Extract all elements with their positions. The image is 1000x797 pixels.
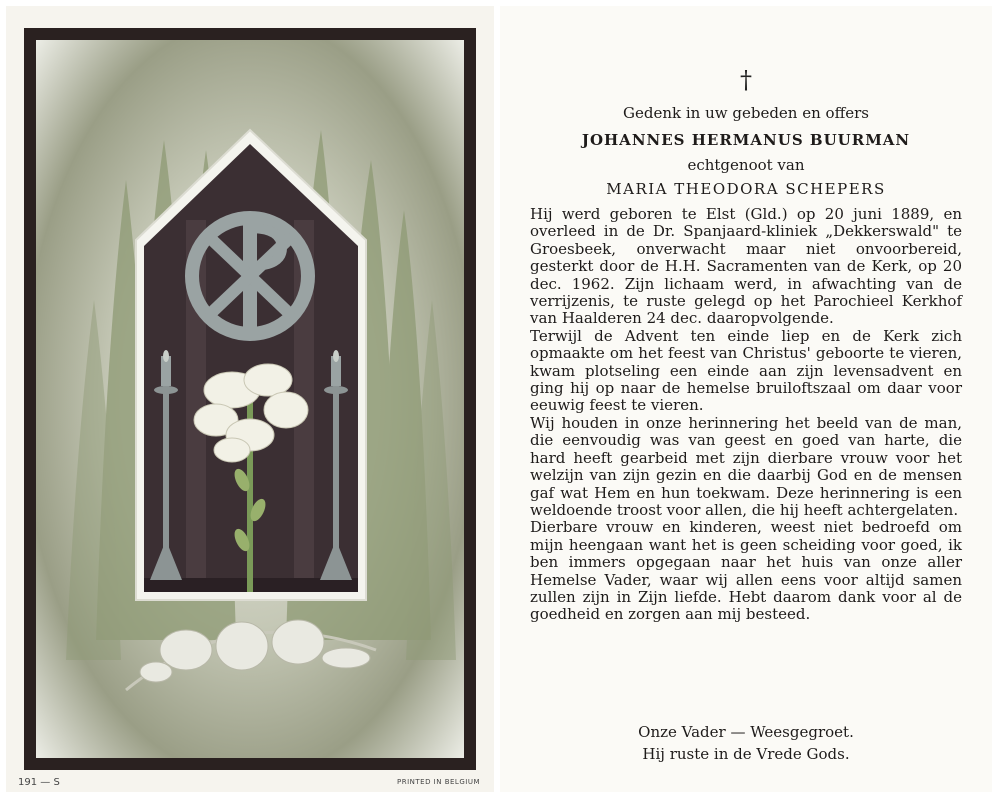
spouse-name: MARIA THEODORA SCHEPERS	[606, 180, 886, 198]
prayer-line: Onze Vader — Weesgegroet.	[638, 723, 854, 741]
holy-card-front	[6, 6, 494, 792]
spouse-intro: echtgenoot van	[687, 156, 805, 174]
printed-in-label: PRINTED IN BELGIUM	[396, 778, 480, 786]
cross-icon: †	[740, 66, 752, 94]
black-mourning-border	[24, 28, 476, 770]
chi-rho-lily-illustration	[36, 40, 464, 758]
deceased-name: JOHANNES HERMANUS BUURMAN	[581, 131, 911, 149]
devotional-image-panel	[36, 40, 464, 758]
rest-in-peace-line: Hij ruste in de Vrede Gods.	[642, 745, 850, 763]
paragraph-biography: Hij werd geboren te Elst (Gld.) op 20 juni 1889, en overleed in de Dr. Spanjaard-kliniek „Dekkerswald" te Groesbeek, onverwacht maar niet onvoorbereid, gesterkt door de H.H. Sacramenten van de Kerk, op 20 dec. 1962. Zijn lichaam werd, in afwachting van de verrijzenis, te ruste gelegd op het Parochieel Kerkhof van Haalderen 24 dec. daaropvolgende.	[530, 205, 962, 328]
holy-card-back	[500, 6, 992, 792]
paragraph-advent: Terwijl de Advent ten einde liep en de Kerk zich opmaakte om het feest van Christus' geboorte te vieren, kwam plotseling een einde aan zijn levensadvent en ging hij op naar de hemelse bruiloftszaal om daar voor eeuwig feest te vieren.	[530, 326, 962, 415]
card-number-label: 191 — S	[18, 777, 60, 788]
paragraph-remembrance: Wij houden in onze herinnering het beeld van de man, die eenvoudig was van geest en goed van harte, die hard heeft gearbeid met zijn dierbare vrouw voor het welzijn van zijn gezin en die daarbij God en de mensen gaf wat Hem en hun toekwam. Deze herinnering is een weldoende troost voor allen, die hij heeft achtergelaten.	[530, 413, 962, 519]
memorial-text	[530, 206, 962, 624]
closing-prayers	[530, 721, 962, 765]
memorial-heading: Gedenk in uw gebeden en offers	[623, 104, 869, 122]
paragraph-farewell: Dierbare vrouw en kinderen, weest niet bedroefd om mijn heengaan want het is geen scheiding voor goed, ik ben immers opgegaan naar het huis van onze aller Hemelse Vader, waar wij allen eens voor altijd samen zullen zijn in Zijn liefde. Hebt daarom dank voor al de goedheid en zorgen aan mij besteed.	[530, 518, 962, 624]
